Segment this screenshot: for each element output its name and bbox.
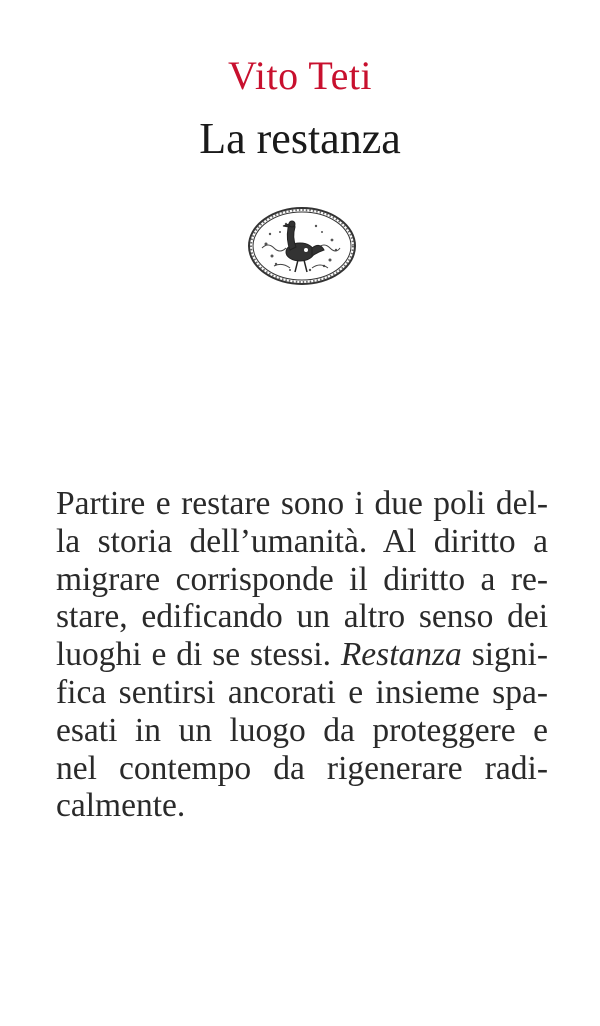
author-name: Vito Teti <box>227 53 373 98</box>
blurb-line-3: migrare corrisponde il diritto a re- <box>56 560 548 598</box>
blurb-line-8: nel contempo da rigenerare radi- <box>56 749 548 787</box>
restanza-italic: Restanza <box>340 636 462 674</box>
blurb-line-4: stare, edificando un altro senso dei <box>56 598 548 636</box>
blurb-line-5: luoghi e di se stessi. Restanza signi- <box>56 636 549 674</box>
blurb-line-9: calmente. <box>56 787 186 825</box>
book-title: La restanza <box>199 114 401 163</box>
blurb-line-1: Partire e restare sono i due poli del- <box>56 485 548 522</box>
ostrich-emblem-icon <box>246 204 358 288</box>
blurb-line-2: la storia dell’umanità. Al diritto a <box>56 522 548 560</box>
back-cover-blurb <box>56 485 548 825</box>
blurb-line-7: esati in un luogo da proteggere e <box>56 711 548 749</box>
blurb-line-6: fica sentirsi ancorati e insieme spa- <box>56 673 548 711</box>
